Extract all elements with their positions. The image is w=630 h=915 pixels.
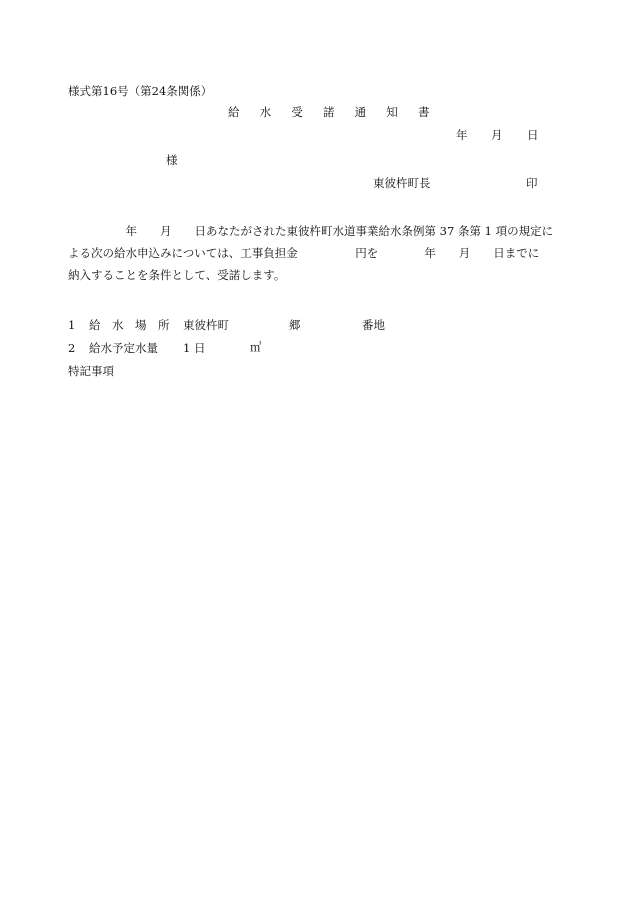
document-title xyxy=(228,107,429,119)
item2-day: 1 日 xyxy=(183,341,206,355)
item1-number: 1 xyxy=(68,318,76,332)
body-paragraph xyxy=(68,220,560,286)
item2-unit: ㎥ xyxy=(250,340,262,354)
issuer-name: 東彼杵町長 xyxy=(373,176,431,190)
body-line: 年 月 日あなたがされた東彼杵町水道事業給水条例第 37 条第 1 項の規定に xyxy=(68,224,554,238)
body-line: 納入することを条件として、受諾します。 xyxy=(68,268,286,282)
special-notes-label: 特記事項 xyxy=(68,364,114,378)
date-year: 年 xyxy=(456,128,468,142)
addressee-suffix: 様 xyxy=(166,153,178,167)
form-number: 様式第16号（第24条関係） xyxy=(68,84,213,98)
title-char: 通 xyxy=(354,105,367,119)
seal-mark: 印 xyxy=(526,176,538,190)
item1-label: 給 水 場 所 xyxy=(89,318,170,332)
item2-label: 給水予定水量 xyxy=(89,341,158,355)
title-char: 知 xyxy=(386,105,398,119)
title-char: 水 xyxy=(259,105,272,119)
title-char: 受 xyxy=(291,105,303,119)
date-month: 月 xyxy=(491,128,503,142)
item1-town: 東彼杵町 xyxy=(183,318,229,332)
body-line: よる次の給水申込みについては、工事負担金 円を 年 月 日までに xyxy=(68,246,540,260)
date-day: 日 xyxy=(527,128,539,142)
title-char: 諾 xyxy=(322,105,335,119)
title-char: 書 xyxy=(417,105,430,119)
item1-go: 郷 xyxy=(289,318,301,332)
item1-banchi: 番地 xyxy=(362,318,385,332)
item2-number: 2 xyxy=(68,341,76,355)
title-char: 給 xyxy=(228,105,240,119)
